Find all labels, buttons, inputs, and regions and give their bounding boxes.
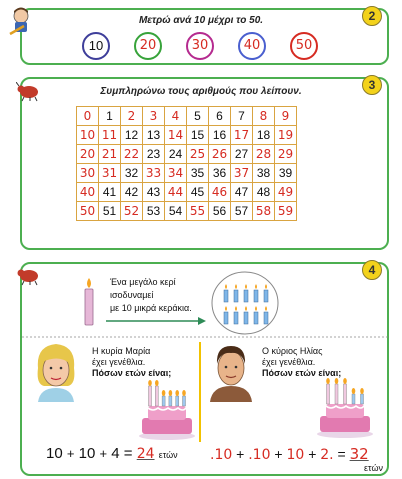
man-portrait [206, 340, 256, 402]
section-3-title: Συμπληρώνω τους αριθμούς που λείπουν. [100, 86, 302, 97]
big-candle-icon [82, 278, 96, 326]
grid-cell: 43 [143, 183, 165, 202]
right-text-2: έχει γενέθλια. [262, 357, 316, 367]
grid-cell: 6 [209, 107, 231, 126]
eq-op: + [274, 446, 283, 462]
grid-cell: 29 [275, 145, 297, 164]
unit-label: ετών [158, 450, 178, 460]
section-4-badge: 4 [362, 260, 382, 280]
candle-flame [343, 378, 347, 384]
grid-cell: 55 [187, 202, 209, 221]
right-equation [210, 445, 369, 463]
small-candle [352, 394, 355, 404]
number-grid [76, 106, 297, 221]
small-candle [183, 396, 186, 406]
cake-left-icon [138, 378, 196, 440]
small-candle [176, 396, 179, 406]
grid-cell: 52 [121, 202, 143, 221]
right-answer: 32 [349, 445, 369, 463]
candle-flame [182, 390, 186, 396]
eq-hand-term: .10 [210, 447, 233, 463]
eq-term: 10 [78, 445, 96, 462]
section-3-badge: 3 [362, 75, 382, 95]
cake-right-icon [316, 376, 374, 440]
cake-tier [142, 418, 192, 434]
eq-term: 10 [46, 445, 63, 462]
grid-cell: 33 [143, 164, 165, 183]
vertical-divider [198, 342, 202, 442]
grid-cell: 5 [187, 107, 209, 126]
grid-cell: 14 [165, 126, 187, 145]
eq-op: + [308, 446, 317, 462]
left-equation [46, 445, 178, 462]
grid-cell: 19 [275, 126, 297, 145]
left-text-1: Η κυρία Μαρία [92, 346, 151, 356]
cake-tier [320, 416, 370, 432]
grid-cell: 24 [165, 145, 187, 164]
small-candle [254, 312, 258, 324]
big-candle [155, 386, 158, 406]
grid-cell: 59 [275, 202, 297, 221]
grid-cell: 47 [231, 183, 253, 202]
unit-label-right: ετών [364, 463, 383, 473]
grid-cell: 41 [99, 183, 121, 202]
section-2-title: Μετρώ ανά 10 μέχρι το 50. [138, 15, 264, 26]
small-candle [224, 312, 228, 324]
grid-cell: 18 [253, 126, 275, 145]
right-question: Πόσων ετών είναι; [262, 368, 342, 378]
candle-flame [148, 380, 152, 386]
candle-flame [360, 388, 364, 394]
count-circle: 50 [290, 32, 318, 60]
grid-cell: 34 [165, 164, 187, 183]
woman-portrait [30, 340, 82, 402]
bug-icon [16, 266, 42, 286]
small-candle [361, 394, 364, 404]
grid-cell: 7 [231, 107, 253, 126]
grid-cell: 40 [77, 183, 99, 202]
grid-cell: 26 [209, 145, 231, 164]
count-circle: 10 [82, 32, 110, 60]
eq-hand-term: .10 [248, 447, 271, 463]
eq-term: 4 [111, 445, 120, 462]
small-candle [244, 290, 248, 302]
grid-cell: 53 [143, 202, 165, 221]
grid-cell: 23 [143, 145, 165, 164]
grid-cell: 42 [121, 183, 143, 202]
small-candles-icon [210, 270, 280, 336]
small-candle [264, 290, 268, 302]
eq-op: + [236, 446, 245, 462]
grid-cell: 1 [99, 107, 121, 126]
grid-cell: 30 [77, 164, 99, 183]
left-text-2: έχει γενέθλια. [92, 357, 146, 367]
grid-cell: 36 [209, 164, 231, 183]
small-candle [234, 290, 238, 302]
grid-cell: 25 [187, 145, 209, 164]
candle-flame [175, 390, 179, 396]
small-candle [169, 396, 172, 406]
grid-cell: 38 [253, 164, 275, 183]
eq-op: + [99, 446, 108, 461]
grid-cell: 17 [231, 126, 253, 145]
grid-cell: 58 [253, 202, 275, 221]
grid-cell: 50 [77, 202, 99, 221]
big-candle [149, 386, 152, 406]
small-candle [234, 312, 238, 324]
grid-cell: 8 [253, 107, 275, 126]
big-candle [327, 384, 330, 404]
eq-hand-term: 2. [320, 447, 334, 463]
small-candle [254, 290, 258, 302]
section-2-badge: 2 [362, 6, 382, 26]
candle-flame [162, 390, 166, 396]
eq-hand-term: 10 [286, 447, 305, 463]
small-candle [224, 290, 228, 302]
grid-cell: 12 [121, 126, 143, 145]
grid-cell: 57 [231, 202, 253, 221]
candle-flame [335, 378, 339, 384]
big-candle [344, 384, 347, 404]
count-circle: 30 [186, 32, 214, 60]
grid-cell: 15 [187, 126, 209, 145]
grid-cell: 21 [99, 145, 121, 164]
candle-flame [326, 378, 330, 384]
eq-op: = [123, 445, 133, 462]
grid-cell: 54 [165, 202, 187, 221]
grid-cell: 46 [209, 183, 231, 202]
grid-cell: 39 [275, 164, 297, 183]
grid-cell: 10 [77, 126, 99, 145]
grid-cell: 31 [99, 164, 121, 183]
small-candle [244, 312, 248, 324]
grid-cell: 49 [275, 183, 297, 202]
count-circle: 40 [238, 32, 266, 60]
small-candle [264, 312, 268, 324]
grid-cell: 32 [121, 164, 143, 183]
eq-op: + [66, 446, 75, 461]
grid-cell: 2 [121, 107, 143, 126]
small-candle [162, 396, 165, 406]
candle-text-3: με 10 μικρά κεράκια. [110, 303, 192, 313]
left-question: Πόσων ετών είναι; [92, 368, 172, 378]
big-candle [335, 384, 338, 404]
grid-cell: 56 [209, 202, 231, 221]
candle-flame [352, 388, 356, 394]
grid-cell: 45 [187, 183, 209, 202]
grid-cell: 11 [99, 126, 121, 145]
grid-cell: 35 [187, 164, 209, 183]
grid-cell: 9 [275, 107, 297, 126]
grid-cell: 44 [165, 183, 187, 202]
grid-cell: 20 [77, 145, 99, 164]
candle-flame [169, 390, 173, 396]
grid-cell: 4 [165, 107, 187, 126]
grid-cell: 37 [231, 164, 253, 183]
arrow-icon [106, 316, 206, 326]
grid-cell: 28 [253, 145, 275, 164]
grid-cell: 48 [253, 183, 275, 202]
count-circle: 20 [134, 32, 162, 60]
candle-text-1: Ένα μεγάλο κερί [110, 277, 176, 287]
grid-cell: 51 [99, 202, 121, 221]
left-answer: 24 [136, 446, 155, 462]
grid-cell: 22 [121, 145, 143, 164]
eq-op: = [337, 446, 346, 462]
candle-flame [155, 380, 159, 386]
right-text-1: Ο κύριος Ηλίας [262, 346, 323, 356]
grid-cell: 27 [231, 145, 253, 164]
grid-cell: 13 [143, 126, 165, 145]
candle-text-2: ισοδυναμεί [110, 290, 154, 300]
grid-cell: 16 [209, 126, 231, 145]
grid-cell: 0 [77, 107, 99, 126]
grid-cell: 3 [143, 107, 165, 126]
